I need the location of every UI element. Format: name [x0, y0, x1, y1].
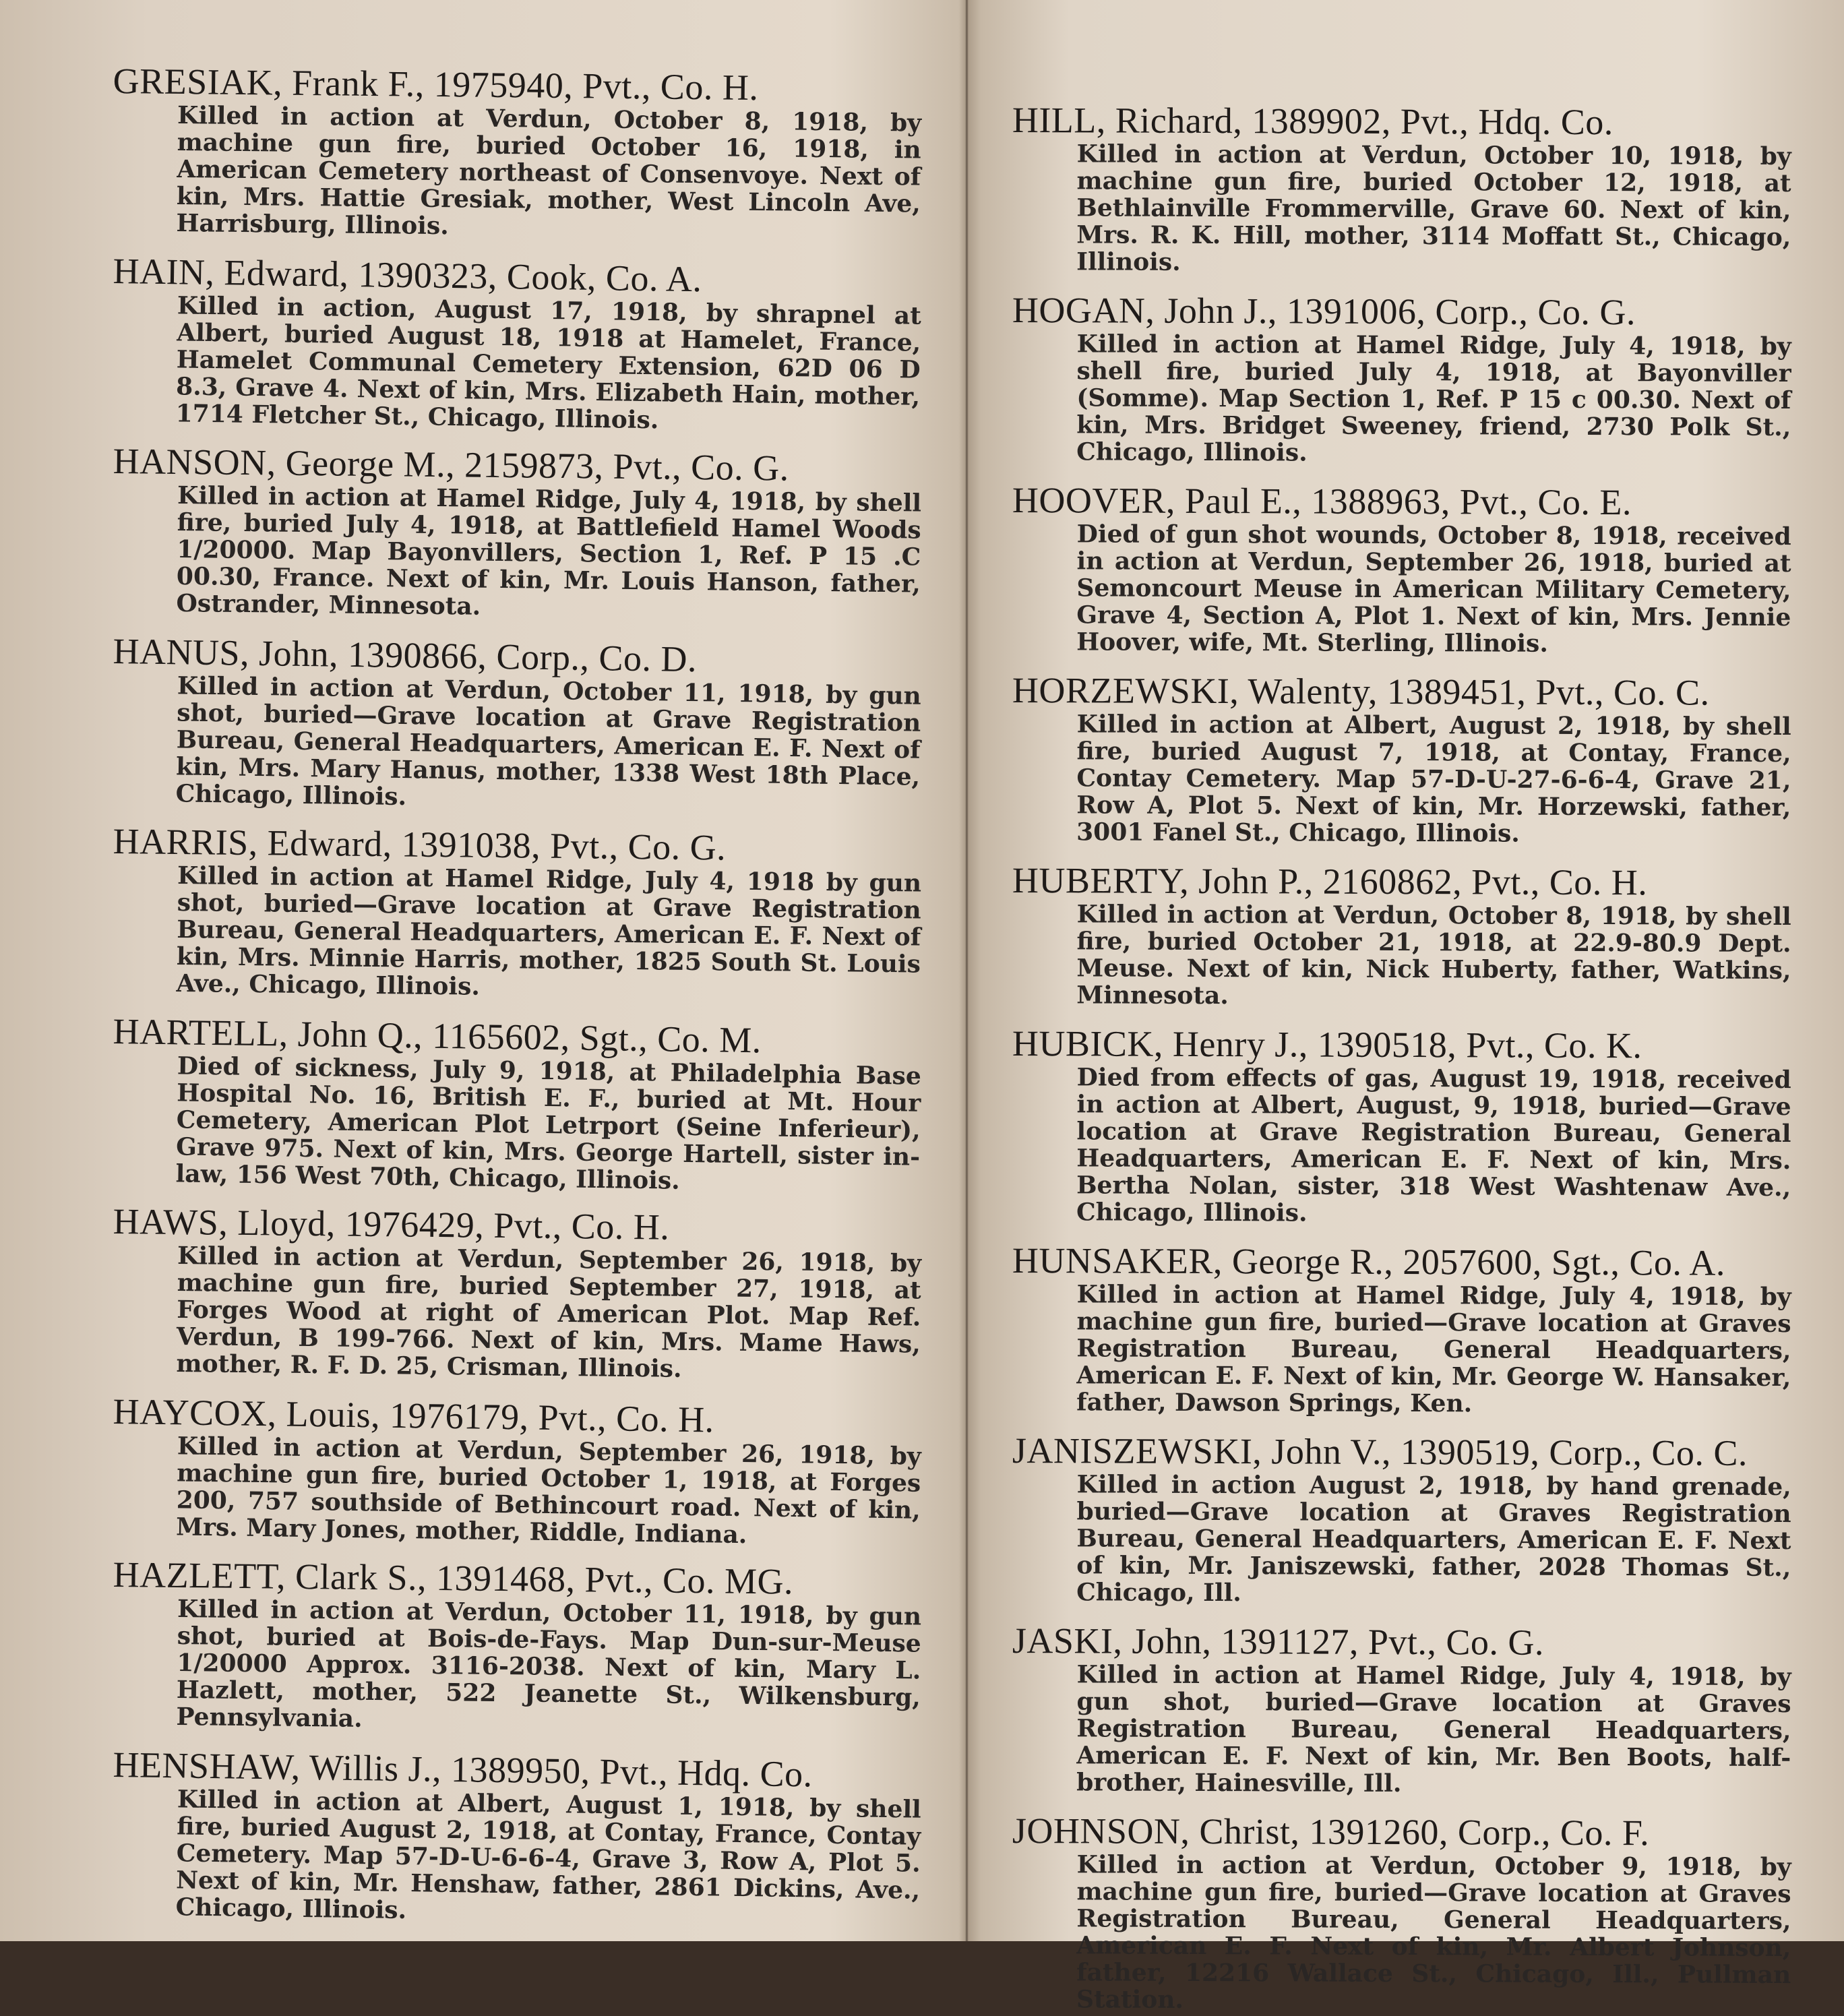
entry-heading: HORZEWSKI, Walenty, 1389451, Pvt., Co. C.: [1012, 670, 1710, 713]
entry-heading: HARRIS, Edward, 1391038, Pvt., Co. G.: [113, 821, 727, 868]
entry-body: Died of gun shot wounds, October 8, 1918, received in action at Verdun, September 26, 1918, buried at Semoncourt Meuse in American Military Cemetery, Grave 4, Section A, Plot 1. Next of kin, Mrs. Jennie Hoover, wife, Mt. Sterling, Illinois.: [1076, 520, 1791, 658]
entry-heading: JOHNSON, Christ, 1391260, Corp., Co. F.: [1012, 1810, 1650, 1854]
right-page: [957, 0, 1844, 2014]
entry-heading: JANISZEWSKI, John V., 1390519, Corp., Co. C.: [1012, 1430, 1748, 1473]
entry-body: Killed in action at Hamel Ridge, July 4, 1918 by gun shot, buried—Grave location at Grave Registration Bureau, General Headquarters, American E. F. Next of kin, Mrs. Minnie Harris, mother, 1825 South St. Louis Ave., Chicago, Illinois.: [176, 861, 922, 1001]
entry-hill: [1012, 100, 1791, 278]
entry-body: Killed in action at Verdun, October 9, 1918, by machine gun fire, buried—Grave location at Graves Registration Bureau, General Headquarters, American E. F. Next of kin, Mr. Albert Johnson, father, 12216 Wallace St., Chicago, Ill., Pullman Station.: [1076, 1850, 1791, 2014]
entry-heading: GRESIAK, Frank F., 1975940, Pvt., Co. H.: [113, 61, 759, 109]
book-gutter: [965, 0, 969, 1941]
entry-heading: HAZLETT, Clark S., 1391468, Pvt., Co. MG.: [113, 1554, 794, 1602]
entry-body: Killed in action at Albert, August 2, 1918, by shell fire, buried August 7, 1918, at Contay, France, Contay Cemetery. Map 57-D-U-27-6-6-4, Grave 21, Row A, Plot 5. Next of kin, Mr. Horzewski, father, 3001 Fanel St., Chicago, Illinois.: [1076, 710, 1791, 848]
entry-gresiak: [111, 61, 922, 245]
entry-hubick: [1012, 1023, 1791, 1228]
entry-body: Killed in action at Verdun, September 26, 1918, by machine gun fire, buried September 27, 1918, at Forges Wood at right of American Plot. Map Ref. Verdun, B 199-766. Next of kin, Mrs. Mame Haws, mother, R. F. D. 25, Crisman, Illinois.: [176, 1242, 922, 1383]
entry-body: Killed in action at Hamel Ridge, July 4, 1918, by shell fire, buried July 4, 1918, at Bayonviller (Somme). Map Section 1, Ref. P 15 c 00.30. Next of kin, Mrs. Bridget Sweeney, friend, 2730 Polk St., Chicago, Illinois.: [1076, 330, 1791, 467]
entry-heading: HILL, Richard, 1389902, Pvt., Hdq. Co.: [1012, 100, 1613, 143]
entry-heading: HAWS, Lloyd, 1976429, Pvt., Co. H.: [113, 1201, 670, 1248]
entry-heading: HUNSAKER, George R., 2057600, Sgt., Co. A.: [1012, 1240, 1726, 1283]
entry-body: Killed in action at Hamel Ridge, July 4, 1918, by shell fire, buried July 4, 1918, at Battlefield Hamel Woods 1/20000. Map Bayonvillers, Section 1, Ref. P 15 .C 00.30, France. Next of kin, Mr. Louis Hanson, father, Ostrander, Minnesota.: [176, 481, 922, 621]
entry-body: Killed in action at Albert, August 1, 1918, by shell fire, buried August 2, 1918, at Contay, France, Contay Cemetery. Map 57-D-U-6-6-4, Grave 3, Row A, Plot 5. Next of kin, Mr. Henshaw, father, 2861 Dickins, Ave., Chicago, Illinois.: [175, 1785, 922, 1925]
entry-body: Killed in action at Verdun, October 8, 1918, by shell fire, buried October 21, 1918, at 22.9-80.9 Dept. Meuse. Next of kin, Nick Huberty, father, Watkins, Minnesota.: [1076, 900, 1791, 1010]
entry-body: Killed in action at Hamel Ridge, July 4, 1918, by machine gun fire, buried—Grave location at Graves Registration Bureau, General Headquarters, American E. F. Next of kin, Mr. George W. Hansaker, father, Dawson Springs, Ken.: [1076, 1280, 1791, 1418]
entry-body: Killed in action at Verdun, October 11, 1918, by gun shot, buried at Bois-de-Fays. Map Dun-sur-Meuse 1/20000 Approx. 3116-2038. Next of kin, Mary L. Hazlett, mother, 522 Jeanette St., Wilkensburg, Pennsylvania.: [176, 1595, 922, 1733]
entry-body: Killed in action at Verdun, October 11, 1918, by gun shot, buried—Grave location at Grave Registration Bureau, General Headquarters, American E. F. Next of kin, Mrs. Mary Hanus, mother, 1338 West 18th Place, Chicago, Illinois.: [175, 671, 922, 812]
entry-heading: HOGAN, John J., 1391006, Corp., Co. G.: [1012, 290, 1636, 333]
entry-hunsaker: [1012, 1240, 1791, 1418]
entry-harris: [111, 821, 922, 1005]
entry-body: Killed in action at Verdun, October 8, 1918, by machine gun fire, buried October 16, 1918, in American Cemetery northeast of Consenvoye. Next of kin, Mrs. Hattie Gresiak, mother, West Lincoln Ave, Harrisburg, Illinois.: [176, 101, 922, 241]
entry-jaski: [1012, 1620, 1791, 1798]
left-page: [0, 0, 957, 1941]
entry-heading: HANSON, George M., 2159873, Pvt., Co. G.: [113, 441, 789, 489]
entry-body: Killed in action at Verdun, September 26, 1918, by machine gun fire, buried October 1, 1918, at Forges 200, 757 southside of Bethincourt road. Next of kin, Mrs. Mary Jones, mother, Riddle, Indiana.: [175, 1432, 922, 1550]
entry-hazlett: [111, 1554, 922, 1738]
entry-body: Died of sickness, July 9, 1918, at Philadelphia Base Hospital No. 16, British E. F., buried at Mt. Hour Cemetery, American Plot Letrport (Seine Inferieur), Grave 975. Next of kin, Mrs. George Hartell, sister in-law, 156 West 70th, Chicago, Illinois.: [175, 1051, 922, 1195]
entry-heading: HENSHAW, Willis J., 1389950, Pvt., Hdq. Co.: [113, 1744, 813, 1795]
entry-hanson: [111, 441, 922, 625]
entry-hanus: [111, 631, 922, 818]
entry-johnson: [1012, 1810, 1791, 2015]
entry-body: Died from effects of gas, August 19, 1918, received in action at Albert, August, 9, 1918, buried—Grave location at Grave Registration Bureau, General Headquarters, American E. F. Next of kin, Mrs. Bertha Nolan, sister, 318 West Washtenaw Ave., Chicago, Illinois.: [1076, 1063, 1791, 1227]
entry-heading: HANUS, John, 1390866, Corp., Co. D.: [113, 631, 698, 680]
entry-hartell: [111, 1011, 922, 1198]
entry-heading: HARTELL, John Q., 1165602, Sgt., Co. M.: [113, 1011, 762, 1061]
entry-haws: [111, 1201, 922, 1385]
entry-janiszewski: [1012, 1430, 1791, 1608]
entry-hoover: [1012, 480, 1791, 658]
entry-body: Killed in action August 2, 1918, by hand grenade, buried—Grave location at Graves Registration Bureau, General Headquarters, American E. F. Next of kin, Mr. Janiszewski, father, 2028 Thomas St., Chicago, Ill.: [1076, 1470, 1791, 1608]
entry-heading: HUBICK, Henry J., 1390518, Pvt., Co. K.: [1012, 1023, 1642, 1066]
entry-horzewski: [1012, 670, 1791, 848]
entry-heading: HUBERTY, John P., 2160862, Pvt., Co. H.: [1012, 860, 1648, 903]
entry-body: Killed in action at Hamel Ridge, July 4, 1918, by gun shot, buried—Grave location at Graves Registration Bureau, General Headquarters, American E. F. Next of kin, Mr. Ben Boots, half-brother, Hainesville, Ill.: [1076, 1660, 1791, 1798]
entry-henshaw: [111, 1744, 922, 1931]
entry-heading: HOOVER, Paul E., 1388963, Pvt., Co. E.: [1012, 480, 1632, 523]
entry-heading: HAIN, Edward, 1390323, Cook, Co. A.: [113, 251, 702, 300]
entry-body: Killed in action, August 17, 1918, by shrapnel at Albert, buried August 18, 1918 at Hamelet, France, Hamelet Communal Cemetery Extension, 62D 06 D 8.3, Grave 4. Next of kin, Mrs. Elizabeth Hain, mother, 1714 Fletcher St., Chicago, Illinois.: [175, 291, 922, 435]
entry-heading: HAYCOX, Louis, 1976179, Pvt., Co. H.: [113, 1391, 715, 1440]
entry-heading: JASKI, John, 1391127, Pvt., Co. G.: [1012, 1620, 1545, 1663]
entry-body: Killed in action at Verdun, October 10, 1918, by machine gun fire, buried October 12, 1918, at Bethlainville Frommerville, Grave 60. Next of kin, Mrs. R. K. Hill, mother, 3114 Moffatt St., Chicago, Illinois.: [1076, 140, 1791, 276]
entry-haycox: [111, 1391, 922, 1551]
entry-hain: [111, 251, 922, 437]
entry-hogan: [1012, 290, 1791, 468]
entry-huberty: [1012, 860, 1791, 1011]
